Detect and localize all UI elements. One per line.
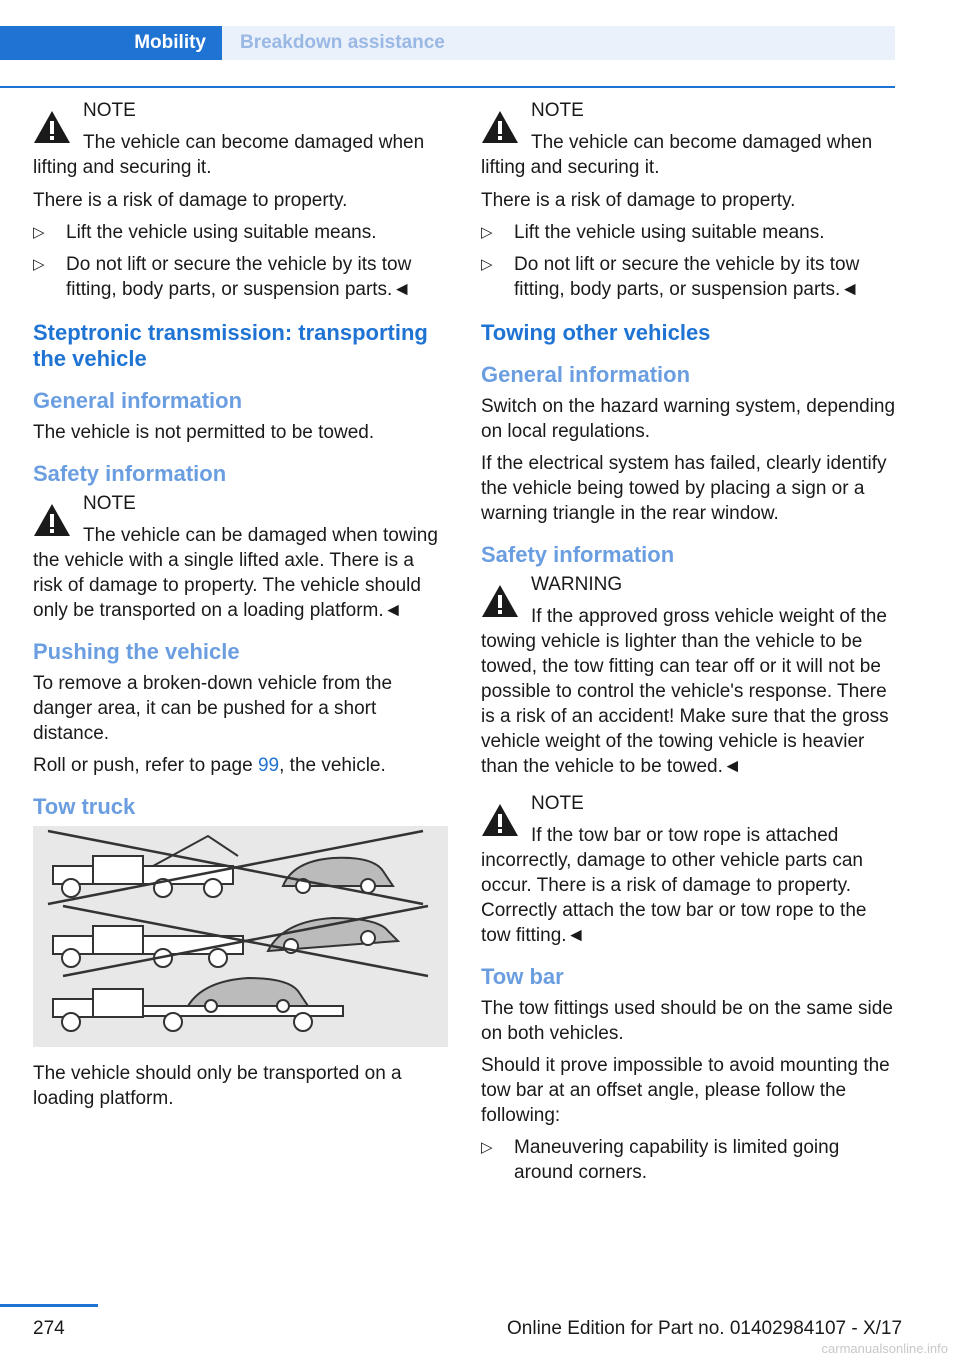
subsection-heading: General information	[33, 388, 243, 413]
note-label: NOTE	[531, 100, 584, 121]
note-block	[33, 493, 448, 623]
warning-triangle-icon	[33, 503, 71, 537]
edition-text: Online Edition for Part no. 01402984107 - X/17	[507, 1318, 903, 1339]
list-item: ▷ Maneuvering capability is limited going around corners.	[481, 1137, 840, 1183]
warning-label: WARNING	[531, 574, 623, 595]
subsection-heading: General information	[481, 362, 691, 387]
section-heading: Towing other vehicles	[481, 320, 711, 345]
triangle-bullet-icon: ▷	[33, 256, 45, 273]
page-link[interactable]: 99	[257, 755, 280, 776]
subsection-heading: Tow truck	[33, 794, 136, 819]
list-item: ▷ Do not lift or secure the vehicle by its tow fitting, body parts, or suspension parts.◄	[481, 254, 860, 300]
warning-block	[481, 574, 896, 779]
warning-body: If the approved gross vehicle weight of the towing vehicle is lighter than the vehicle to be towed, the tow fitting can tear off or it will not be possible to control the vehicle's response. There is a risk of an accident! Make sure that the gross vehicle weight of the towing vehicle is heavier than the vehicle to be towed.◄	[481, 606, 889, 777]
triangle-bullet-icon: ▷	[481, 1139, 493, 1156]
note-body: The vehicle can become damaged when lifting and securing it.	[481, 132, 873, 178]
watermark: carmanualsonline.info	[821, 1341, 948, 1356]
triangle-bullet-icon: ▷	[481, 224, 493, 241]
note-block	[481, 793, 896, 948]
note-label: NOTE	[83, 100, 136, 121]
note-label: NOTE	[83, 493, 136, 514]
paragraph: Switch on the hazard warning system, depending on local regulations.	[481, 396, 896, 442]
list-item: ▷ Lift the vehicle using suitable means.	[33, 222, 377, 243]
triangle-bullet-icon: ▷	[481, 256, 493, 273]
paragraph: Should it prove impossible to avoid mounting the tow bar at an offset angle, please follow the following:	[481, 1055, 890, 1126]
bullet-list	[481, 220, 896, 302]
bullet-list	[33, 220, 448, 302]
bullet-list	[481, 1135, 896, 1185]
tow-truck-illustration	[33, 826, 448, 1047]
page-header	[0, 26, 895, 62]
section-heading: Steptronic transmission: transporting the vehicle	[33, 320, 428, 371]
note-body: The vehicle can become damaged when lifting and securing it.	[33, 132, 425, 178]
note-body: The vehicle can be damaged when towing the vehicle with a single lifted axle. There is a risk of damage to property. The vehicle should only be transported on a loading platform.◄	[33, 525, 438, 621]
note-block	[33, 100, 448, 180]
note-label: NOTE	[531, 793, 584, 814]
right-column	[481, 100, 896, 1193]
paragraph: To remove a broken-down vehicle from the danger area, it can be pushed for a short distance.	[33, 673, 393, 744]
warning-triangle-icon	[481, 110, 519, 144]
risk-text: There is a risk of damage to property.	[481, 190, 796, 211]
subsection-heading: Safety information	[33, 461, 227, 486]
note-body: If the tow bar or tow rope is attached incorrectly, damage to other vehicle parts can occur. There is a risk of damage to property. Correctly attach the tow bar or tow rope to the tow fitting.◄	[481, 825, 867, 946]
paragraph: The vehicle is not permitted to be towed.	[33, 422, 375, 443]
warning-triangle-icon	[481, 584, 519, 618]
paragraph: Roll or push, refer to page 99, the vehicle.	[33, 755, 386, 776]
figure-caption: The vehicle should only be transported on a loading platform.	[33, 1063, 402, 1109]
left-column	[33, 100, 448, 1118]
subsection-heading: Tow bar	[481, 964, 564, 989]
tab-mobility[interactable]: Mobility	[0, 26, 222, 60]
tab-breakdown-assistance[interactable]: Breakdown assistance	[222, 26, 895, 60]
note-block	[481, 100, 896, 180]
risk-text: There is a risk of damage to property.	[33, 190, 348, 211]
warning-triangle-icon	[33, 110, 71, 144]
list-item: ▷ Do not lift or secure the vehicle by its tow fitting, body parts, or suspension parts.◄	[33, 254, 412, 300]
header-divider	[0, 86, 895, 88]
list-item: ▷ Lift the vehicle using suitable means.	[481, 222, 825, 243]
footer-divider	[0, 1304, 98, 1307]
paragraph: The tow fittings used should be on the same side on both vehicles.	[481, 998, 893, 1044]
paragraph: If the electrical system has failed, clearly identify the vehicle being towed by placing a sign or a warning triangle in the rear window.	[481, 453, 887, 524]
subsection-heading: Safety information	[481, 542, 675, 567]
triangle-bullet-icon: ▷	[33, 224, 45, 241]
warning-triangle-icon	[481, 803, 519, 837]
subsection-heading: Pushing the vehicle	[33, 639, 240, 664]
page-number: 274	[33, 1318, 65, 1339]
